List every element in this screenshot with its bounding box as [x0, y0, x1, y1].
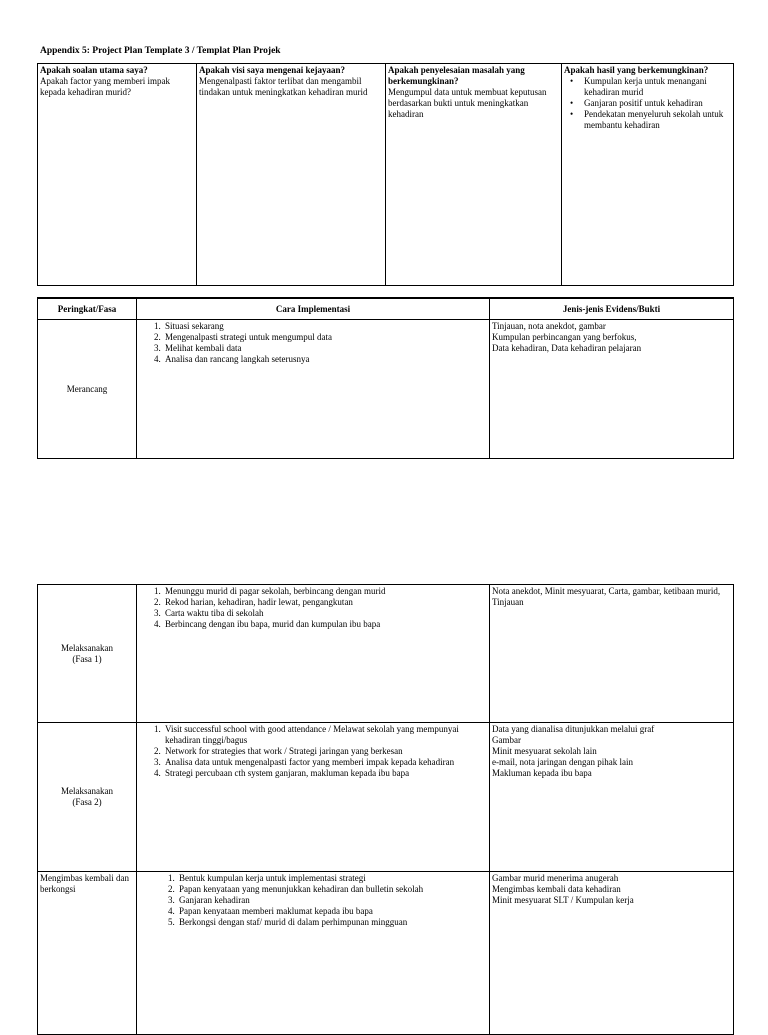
evidence-line: Data kehadiran, Data kehadiran pelajaran [492, 343, 642, 353]
list-item: • Kumpulan kerja untuk menangani kehadiran murid [584, 76, 731, 98]
implementation-table-continued [37, 584, 734, 1035]
implementation-cell [137, 320, 490, 459]
evidence-cell [490, 585, 734, 723]
evidence-cell [490, 723, 734, 872]
evidence-line: Data yang dianalisa ditunjukkan melalui graf [492, 724, 655, 734]
project-questions-table [37, 63, 734, 286]
question-outcome-cell [562, 64, 734, 286]
phase-cell [38, 585, 137, 723]
evidence-line: Minit mesyuarat SLT / Kumpulan kerja [492, 895, 634, 905]
implementation-table [37, 297, 734, 459]
evidence-cell [490, 872, 734, 1035]
list-item: 3. Analisa data untuk mengenalpasti factor yang memberi impak kepada kehadiran [163, 757, 487, 768]
document-title: Appendix 5: Project Plan Template 3 / Templat Plan Projek [40, 46, 281, 56]
header-phase: Peringkat/Fasa [38, 298, 137, 320]
steps-list [139, 586, 487, 630]
evidence-line: Makluman kepada ibu bapa [492, 768, 592, 778]
outcome-list [564, 76, 731, 131]
list-item: 1. Visit successful school with good attendance / Melawat sekolah yang mempunyai kehadiran tinggi/bagus [163, 724, 487, 746]
question-solution-text: Mengumpul data untuk membuat keputusan berdasarkan bukti untuk meningkatkan kehadiran [388, 87, 547, 119]
list-item: 2. Network for strategies that work / Strategi jaringan yang berkesan [163, 746, 487, 757]
phase-sublabel: (Fasa 1) [72, 653, 102, 664]
list-item: 1. Situasi sekarang [163, 321, 487, 332]
phase-sublabel: (Fasa 2) [72, 797, 102, 807]
evidence-line: Gambar murid menerima anugerah [492, 873, 619, 883]
list-item: 2. Mengenalpasti strategi untuk mengumpul data [163, 332, 487, 343]
steps-list [139, 724, 487, 779]
evidence-cell [490, 320, 734, 459]
list-item: 3. Melihat kembali data [163, 343, 487, 354]
evidence-line: Nota anekdot, Minit mesyuarat, Carta, gambar, ketibaan murid, Tinjauan [492, 586, 721, 607]
question-vision-cell [197, 64, 386, 286]
evidence-line: Minit mesyuarat sekolah lain [492, 746, 597, 756]
list-item: 2. Rekod harian, kehadiran, hadir lewat, pengangkutan [163, 597, 487, 608]
implementation-cell [137, 585, 490, 723]
list-item: 4. Papan kenyataan memberi maklumat kepada ibu bapa [177, 906, 487, 917]
list-item: 4. Analisa dan rancang langkah seterusnya [163, 354, 487, 365]
question-solution-cell [386, 64, 562, 286]
phase-label: Melaksanakan [61, 642, 113, 653]
header-implementation: Cara Implementasi [137, 298, 490, 320]
list-item: 5. Berkongsi dengan staf/ murid di dalam perhimpunan mingguan [177, 917, 487, 928]
phase-cell [38, 723, 137, 872]
question-vision-heading: Apakah visi saya mengenai kejayaan? [199, 65, 346, 75]
phase-cell: Mengimbas kembali dan berkongsi [38, 872, 137, 1035]
phase-cell: Merancang [38, 320, 137, 459]
table-row [38, 320, 734, 459]
list-item: 2. Papan kenyataan yang menunjukkan kehadiran dan bulletin sekolah [177, 884, 487, 895]
implementation-cell [137, 872, 490, 1035]
question-main-cell [38, 64, 197, 286]
question-outcome-heading: Apakah hasil yang berkemungkinan? [564, 65, 709, 75]
list-item: 3. Carta waktu tiba di sekolah [163, 608, 487, 619]
list-item: 1. Bentuk kumpulan kerja untuk implementasi strategi [177, 873, 487, 884]
list-item: 3. Ganjaran kehadiran [177, 895, 487, 906]
list-item: • Pendekatan menyeluruh sekolah untuk membantu kehadiran [584, 109, 731, 131]
question-main-text: Apakah factor yang memberi impak kepada kehadiran murid? [40, 76, 170, 97]
table-row [38, 872, 734, 1035]
question-main-heading: Apakah soalan utama saya? [40, 65, 148, 75]
list-item: 1. Menunggu murid di pagar sekolah, berbincang dengan murid [163, 586, 487, 597]
header-evidence: Jenis-jenis Evidens/Bukti [490, 298, 734, 320]
list-item: • Ganjaran positif untuk kehadiran [584, 98, 731, 109]
table-row [38, 585, 734, 723]
question-vision-text: Mengenalpasti faktor terlibat dan mengambil tindakan untuk meningkatkan kehadiran murid [199, 76, 368, 97]
question-solution-heading: Apakah penyelesaian masalah yang berkemungkinan? [388, 65, 525, 86]
evidence-line: Gambar [492, 735, 521, 745]
table-row [38, 723, 734, 872]
table-header-row [38, 298, 734, 320]
list-item: 4. Berbincang dengan ibu bapa, murid dan kumpulan ibu bapa [163, 619, 487, 630]
steps-list [139, 321, 487, 365]
list-item: 4. Strategi percubaan cth system ganjaran, makluman kepada ibu bapa [163, 768, 487, 779]
evidence-line: e-mail, nota jaringan dengan pihak lain [492, 757, 633, 767]
implementation-cell [137, 723, 490, 872]
steps-list [139, 873, 487, 928]
evidence-line: Tinjauan, nota anekdot, gambar [492, 321, 606, 331]
evidence-line: Mengimbas kembali data kehadiran [492, 884, 621, 894]
phase-label: Melaksanakan [61, 786, 113, 796]
evidence-line: Kumpulan perbincangan yang berfokus, [492, 332, 637, 342]
